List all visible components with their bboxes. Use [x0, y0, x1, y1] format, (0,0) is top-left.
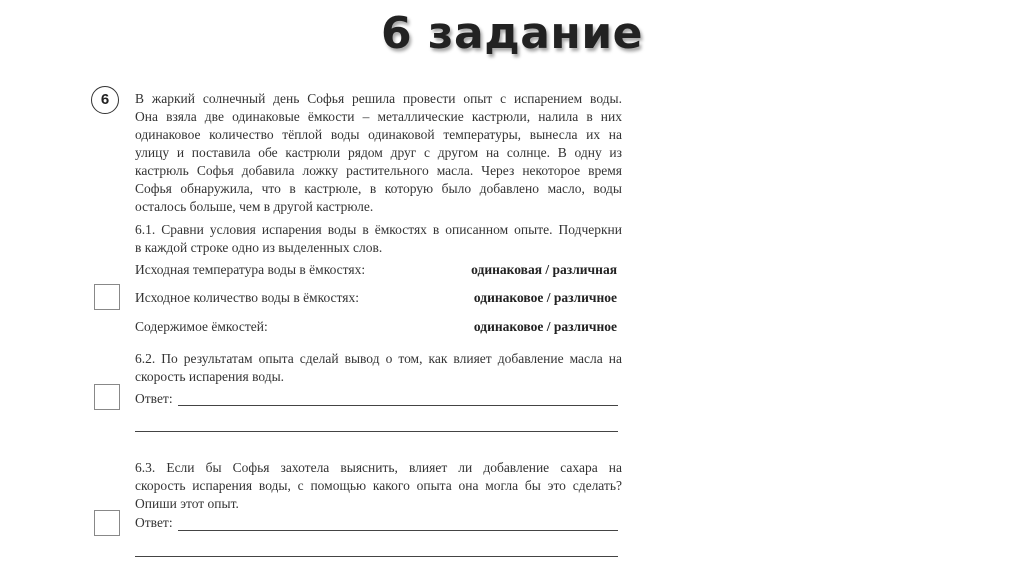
- question-6-2-text: [135, 350, 622, 386]
- answer-label-6-3: Ответ:: [135, 515, 173, 530]
- q63-line: Опиши этот опыт.: [135, 496, 239, 511]
- task-number-badge: 6: [91, 86, 119, 114]
- q61-row-amount: [135, 290, 617, 306]
- q61-row-label: Исходное количество воды в ёмкостях:: [135, 290, 359, 305]
- intro-line: улицу и поставила обе кастрюли рядом друг с другом на солнце. В одну из: [135, 145, 622, 160]
- answer-line-6-3[interactable]: [178, 530, 618, 531]
- task-intro-text: [135, 90, 622, 216]
- score-box-6-2[interactable]: [94, 384, 120, 410]
- q62-line: 6.2. По результатам опыта сделай вывод о том, как влияет добавление масла на: [135, 351, 622, 366]
- q61-row-label: Содержимое ёмкостей:: [135, 319, 268, 334]
- question-6-1-text: [135, 221, 622, 257]
- answer-line-6-3-extra[interactable]: [135, 556, 618, 557]
- intro-line: одинаковое количество тёплой воды одинаковой температуры, вынесла их на: [135, 127, 622, 142]
- intro-line: осталось больше, чем в другой кастрюле.: [135, 199, 374, 214]
- q62-line: скорость испарения воды.: [135, 369, 285, 384]
- score-box-6-3[interactable]: [94, 510, 120, 536]
- q61-row-label: Исходная температура воды в ёмкостях:: [135, 262, 366, 277]
- q61-line: 6.1. Сравни условия испарения воды в ёмкостях в описанном опыте. Подчеркни: [135, 222, 622, 237]
- answer-line-6-2-extra[interactable]: [135, 431, 618, 432]
- q61-row-options[interactable]: одинаковое / различное: [473, 290, 617, 305]
- score-box-6-1[interactable]: [94, 284, 120, 310]
- intro-line: Софья обнаружила, что в кастрюле, в которую было добавлено масло, воды: [135, 181, 622, 196]
- q63-line: 6.3. Если бы Софья захотела выяснить, влияет ли добавление сахара на: [135, 460, 622, 475]
- question-6-3-text: [135, 459, 622, 513]
- intro-line: кастрюль Софья добавила ложку растительного масла. Через некоторое время: [135, 163, 622, 178]
- answer-label-6-2: Ответ:: [135, 391, 173, 406]
- q61-row-temperature: [135, 262, 617, 278]
- q63-line: скорость испарения воды, с помощью какого опыта она могла бы это сделать?: [135, 478, 622, 493]
- q61-line: в каждой строке одно из выделенных слов.: [135, 240, 383, 255]
- intro-line: Она взяла две одинаковые ёмкости – металлические кастрюли, налила в них: [135, 109, 622, 124]
- q61-row-options[interactable]: одинаковая / различная: [471, 262, 617, 277]
- intro-line: В жаркий солнечный день Софья решила провести опыт с испарением воды.: [135, 91, 622, 106]
- q61-row-contents: [135, 319, 617, 335]
- page-title: 6 задание: [381, 8, 643, 59]
- q61-row-options[interactable]: одинаковое / различное: [473, 319, 617, 334]
- answer-line-6-2[interactable]: [178, 405, 618, 406]
